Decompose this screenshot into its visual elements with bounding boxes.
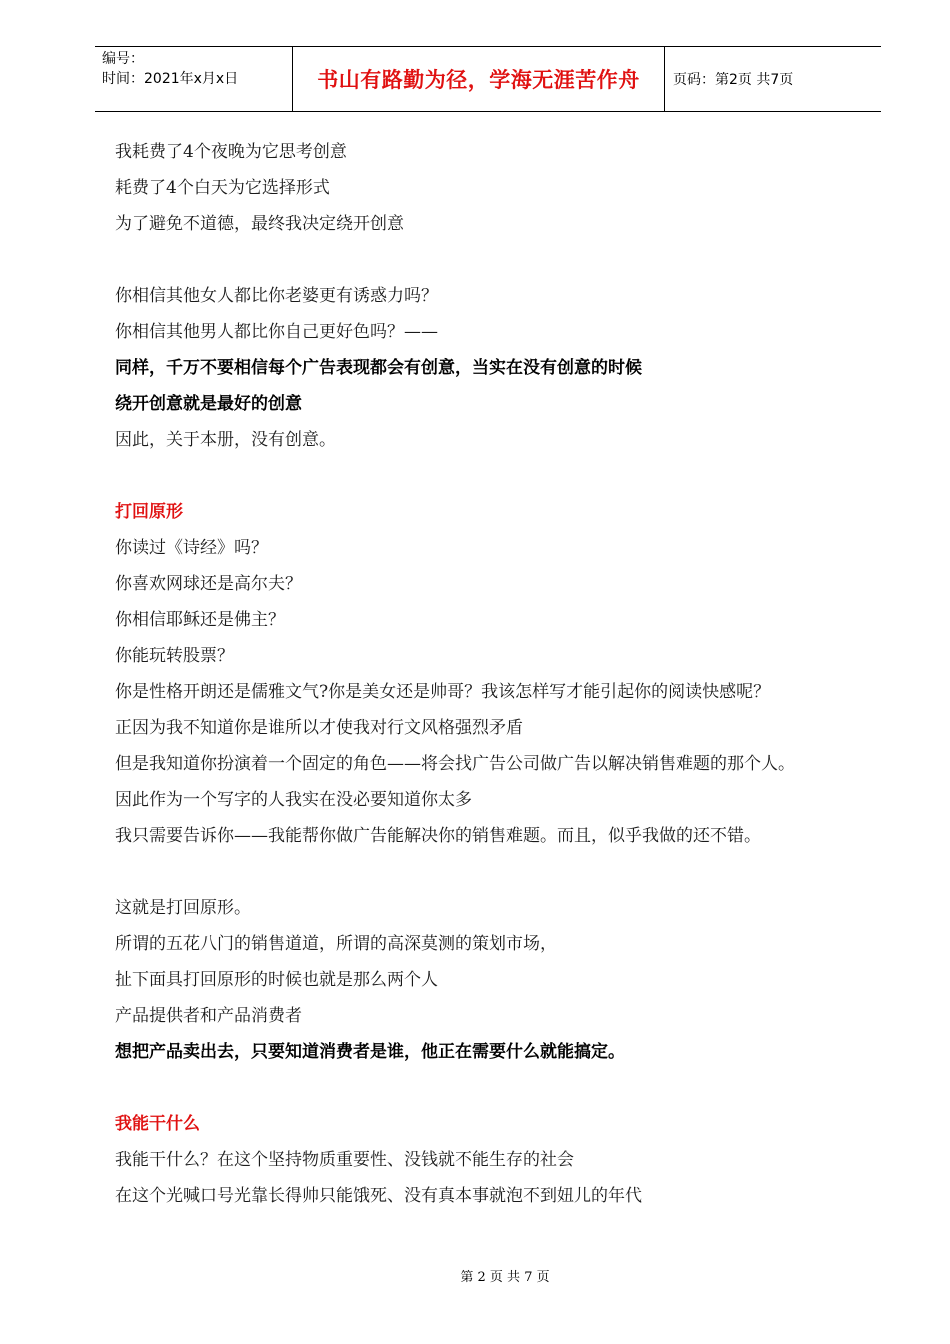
bold-paragraph-line: 想把产品卖出去，只要知道消费者是谁，他正在需要什么就能搞定。 <box>115 1042 625 1062</box>
paragraph-line: 你读过《诗经》吗？ <box>115 538 268 558</box>
paragraph-line: 为了避免不道德，最终我决定绕开创意 <box>115 214 404 234</box>
paragraph-line: 你相信其他女人都比你老婆更有诱惑力吗？ <box>115 286 438 306</box>
paragraph-line: 所谓的五花八门的销售道道，所谓的高深莫测的策划市场， <box>115 934 557 954</box>
blank-line <box>115 458 875 494</box>
paragraph-line: 你喜欢网球还是高尔夫？ <box>115 574 302 594</box>
blank-line <box>115 854 875 890</box>
paragraph-line: 我能干什么？在这个坚持物质重要性、没钱就不能生存的社会 <box>115 1150 574 1170</box>
section-heading: 我能干什么 <box>115 1114 200 1134</box>
document-number-label: 编号： <box>102 51 144 67</box>
paragraph-line: 但是我知道你扮演着一个固定的角色——将会找广告公司做广告以解决销售难题的那个人。 <box>115 754 795 774</box>
page-header <box>95 46 881 112</box>
paragraph-line: 因此，关于本册，没有创意。 <box>115 430 336 450</box>
bold-paragraph-line: 同样，千万不要相信每个广告表现都会有创意，当实在没有创意的时候 <box>115 358 642 378</box>
document-body <box>115 134 875 1214</box>
paragraph-line: 我耗费了4个夜晚为它思考创意 <box>115 142 347 162</box>
paragraph-line: 因此作为一个写字的人我实在没必要知道你太多 <box>115 790 472 810</box>
paragraph-line: 你相信其他男人都比你自己更好色吗？—— <box>115 322 438 342</box>
paragraph-line: 这就是打回原形。 <box>115 898 251 918</box>
paragraph-line: 正因为我不知道你是谁所以才使我对行文风格强烈矛盾 <box>115 718 523 738</box>
paragraph-line: 耗费了4个白天为它选择形式 <box>115 178 330 198</box>
blank-line <box>115 1070 875 1106</box>
paragraph-line: 你相信耶稣还是佛主？ <box>115 610 285 630</box>
paragraph-line: 在这个光喊口号光靠长得帅只能饿死、没有真本事就泡不到妞儿的年代 <box>115 1186 642 1206</box>
paragraph-line: 产品提供者和产品消费者 <box>115 1006 302 1026</box>
header-page-info: 页码：第2页 共7页 <box>673 72 794 88</box>
blank-line <box>115 242 875 278</box>
document-time-label: 时间：2021年x月x日 <box>102 71 239 87</box>
page-footer: 第 2 页 共 7 页 <box>460 1270 550 1285</box>
paragraph-line: 你是性格开朗还是儒雅文气?你是美女还是帅哥？我该怎样写才能引起你的阅读快感呢？ <box>115 682 771 702</box>
section-heading: 打回原形 <box>115 502 183 522</box>
bold-paragraph-line: 绕开创意就是最好的创意 <box>115 394 302 414</box>
header-meta <box>95 47 293 111</box>
header-slogan: 书山有路勤为径，学海无涯苦作舟 <box>293 47 665 111</box>
paragraph-line: 扯下面具打回原形的时候也就是那么两个人 <box>115 970 438 990</box>
paragraph-line: 我只需要告诉你——我能帮你做广告能解决你的销售难题。而且，似乎我做的还不错。 <box>115 826 761 846</box>
paragraph-line: 你能玩转股票？ <box>115 646 234 666</box>
